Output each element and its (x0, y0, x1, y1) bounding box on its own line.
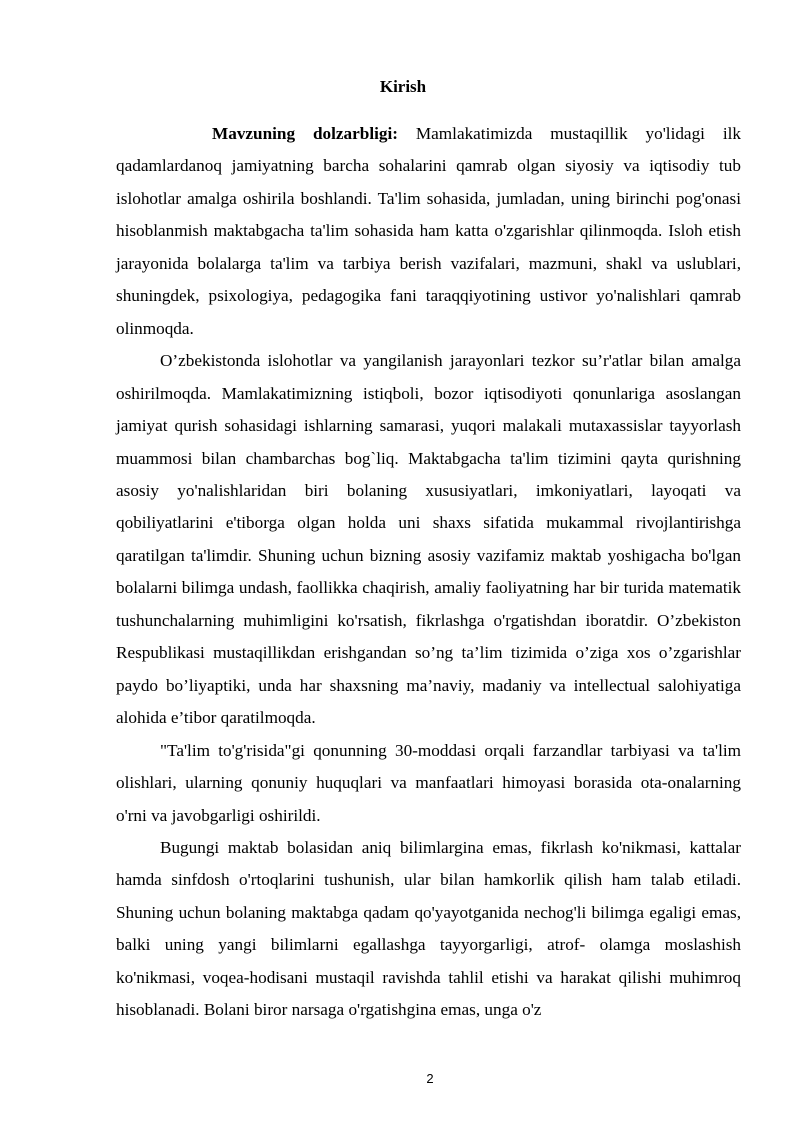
page-title: Kirish (379, 77, 427, 96)
paragraph-lead: Mavzuning dolzarbligi: (212, 124, 398, 143)
paragraph-law: "Ta'lim to'g'risida"gi qonunning 30-moddasi orqali farzandlar tarbiyasi va ta'lim olishlari, ularning qonuniy huquqlari va manfaatlari himoyasi borasida ota-onalarning o'rni va javobgarligi oshirildi. (116, 740, 741, 825)
paragraph-reforms: O’zbekistonda islohotlar va yangilanish jarayonlari tezkor su’r'atlar bilan amalga oshirilmoqda. Mamlakatimizning istiqboli, bozor iqtisodiyoti qonunlariga asoslangan jamiyat qurish sohasidagi ishlarning samarasi, yuqori malakali mutaxassislar tayyorlash muammosi bilan chambarchas bog`liq. Maktabgacha ta'lim tizimini qayta qurishning asosiy yo'nalishlaridan biri bolaning xususiyatlari, imkoniyatlari, layoqati va qobiliyatlarini e'tiborga olgan holda uni shaxs sifatida mukammal rivojlantirishga qaratilgan ta'limdir. Shuning uchun bizning asosiy vazifamiz maktab yoshigacha bo'lgan bolalarni bilimga undash, faollikka chaqirish, amaliy faoliyatning har bir turida matematik tushunchalarning muhimligini ko'rsatish, fikrlashga o'rgatishdan iboratdir. O’zbekiston Respublikasi mustaqillikdan erishgandan so’ng ta’lim tizimida o’ziga xos o’zgarishlar paydo bo’liyaptiki, unda har shaxsning ma’naviy, madaniy va intellectual salohiyatiga alohida e’tibor qaratilmoqda. (116, 351, 741, 728)
document-body (116, 118, 741, 1027)
paragraph-text: Mamlakatimizda mustaqillik yo'lidagi ilk qadamlardanoq jamiyatning barcha sohalarini qamrab olgan siyosiy va iqtisodiy tub islohotlar amalga oshirila boshlandi. Ta'lim sohasida, jumladan, uning birinchi pog'onasi hisoblanmish maktabgacha ta'lim sohasida ham katta o'zgarishlar qilinmoqda. Isloh etish jarayonida bolalarga ta'lim va tarbiya berish vazifalari, mazmuni, shakl va uslublari, shuningdek, psixologiya, pedagogika fani taraqqiyotining ustivor yo'nalishlari qamrab olinmoqda. (116, 124, 741, 338)
paragraph-relevance (116, 118, 741, 345)
page-number: 2 (426, 1071, 434, 1086)
paragraph-school-readiness: Bugungi maktab bolasidan aniq bilimlargina emas, fikrlash ko'nikmasi, kattalar hamda sinfdosh o'rtoqlarini tushunish, ular bilan hamkorlik qilish ham talab etiladi. Shuning uchun bolaning maktabga qadam qo'yayotganida nechog'li bilimga egaligi emas, balki uning yangi bilimlarni egallashga tayyorgarligi, atrof- olamga moslashish ko'nikmasi, voqea-hodisani mustaqil ravishda tahlil etishi va harakat qilishi muhimroq hisoblanadi. Bolani biror narsaga o'rgatishgina emas, unga o'z (116, 837, 741, 1020)
